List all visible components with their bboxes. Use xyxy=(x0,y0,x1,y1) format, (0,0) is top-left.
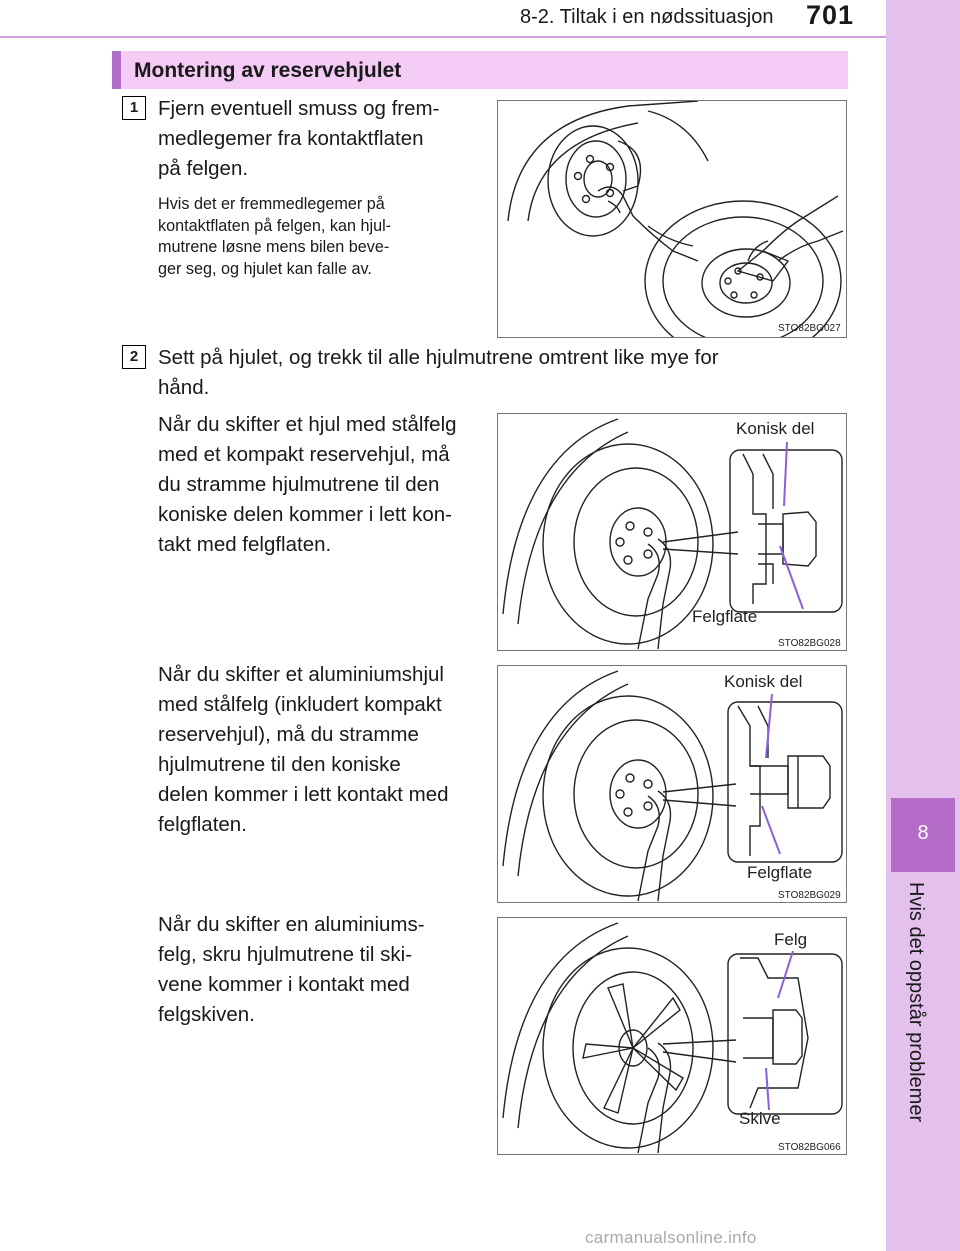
case-line: delen kommer i lett kontakt med xyxy=(158,783,449,806)
case-line: med stålfelg (inkludert kompakt xyxy=(158,693,442,716)
section-heading xyxy=(112,51,848,89)
section-heading-text: Montering av reservehjulet xyxy=(134,59,402,82)
case-line: koniske delen kommer i lett kon- xyxy=(158,503,452,526)
figure-clean-hub xyxy=(497,100,847,338)
case-line: vene kommer i kontakt med xyxy=(158,973,410,996)
case-alu-steel-text xyxy=(158,660,476,840)
label-skive: Skive xyxy=(739,1109,781,1128)
step-2-text xyxy=(158,343,840,403)
case-line: Når du skifter et hjul med stålfelg xyxy=(158,413,457,436)
label-felgflate: Felgflate xyxy=(747,863,813,882)
figure-code-4: STO82BG066 xyxy=(778,1142,841,1153)
step-2-line: Sett på hjulet, og trekk til alle hjulmutrene omtrent like mye for xyxy=(158,346,719,369)
case-line: felgflaten. xyxy=(158,813,247,836)
step-2-line: hånd. xyxy=(158,376,210,399)
leader-top xyxy=(778,951,793,998)
page-number: 701 xyxy=(806,0,855,30)
running-header: 8-2. Tiltak i en nødssituasjon xyxy=(520,6,774,28)
case-line: med et kompakt reservehjul, må xyxy=(158,443,450,466)
case-line: Når du skifter et aluminiumshjul xyxy=(158,663,444,686)
figure-alu-steel xyxy=(497,665,847,903)
figure-code-3: STO82BG029 xyxy=(778,890,841,901)
case-line: reservehjul), må du stramme xyxy=(158,723,419,746)
chapter-number: 8 xyxy=(917,822,929,844)
case-alu-rim-text xyxy=(158,910,476,1030)
step-1-line: medlegemer fra kontaktflaten xyxy=(158,127,424,150)
label-felg: Felg xyxy=(774,930,808,949)
figure-steel-compact xyxy=(497,413,847,651)
case-line: felg, skru hjulmutrene til ski- xyxy=(158,943,413,966)
case-line: hjulmutrene til den koniske xyxy=(158,753,401,776)
leader-top xyxy=(766,694,772,758)
case-steel-compact-text xyxy=(158,410,476,560)
label-felgflate: Felgflate xyxy=(692,607,758,626)
note-line: Hvis det er fremmedlegemer på xyxy=(158,195,385,213)
step-number-2: 2 xyxy=(122,345,146,369)
leader-bottom xyxy=(780,546,803,609)
step-1-note xyxy=(158,194,476,280)
leader-bottom xyxy=(766,1068,769,1110)
watermark: carmanualsonline.info xyxy=(585,1228,757,1247)
header-rule xyxy=(0,36,886,38)
leader-top xyxy=(784,442,787,506)
alu-rim-illustration xyxy=(498,918,847,1155)
clean-hub-illustration xyxy=(498,101,847,338)
note-line: kontaktflaten på felgen, kan hjul- xyxy=(158,216,392,235)
chapter-title: Hvis det oppstår problemer xyxy=(905,882,927,1123)
case-line: du stramme hjulmutrene til den xyxy=(158,473,440,496)
figure-alu-rim xyxy=(497,917,847,1155)
case-line: takt med felgflaten. xyxy=(158,533,332,556)
step-1-text xyxy=(158,94,476,184)
leader-bottom xyxy=(762,806,780,854)
note-line: ger seg, og hjulet kan falle av. xyxy=(158,259,372,278)
step-1-line: Fjern eventuell smuss og frem- xyxy=(158,97,440,120)
case-line: felgskiven. xyxy=(158,1003,255,1026)
alu-steel-illustration xyxy=(498,666,847,903)
figure-code-2: STO82BG028 xyxy=(778,638,841,649)
label-konisk-del: Konisk del xyxy=(724,672,803,691)
case-line: Når du skifter en aluminiums- xyxy=(158,913,425,936)
note-line: mutrene løsne mens bilen beve- xyxy=(158,238,390,256)
step-1-line: på felgen. xyxy=(158,157,249,180)
steel-compact-illustration xyxy=(498,414,847,651)
figure-code-1: STO82BG027 xyxy=(778,323,841,334)
label-konisk-del: Konisk del xyxy=(736,419,815,438)
step-number-1: 1 xyxy=(122,96,146,120)
